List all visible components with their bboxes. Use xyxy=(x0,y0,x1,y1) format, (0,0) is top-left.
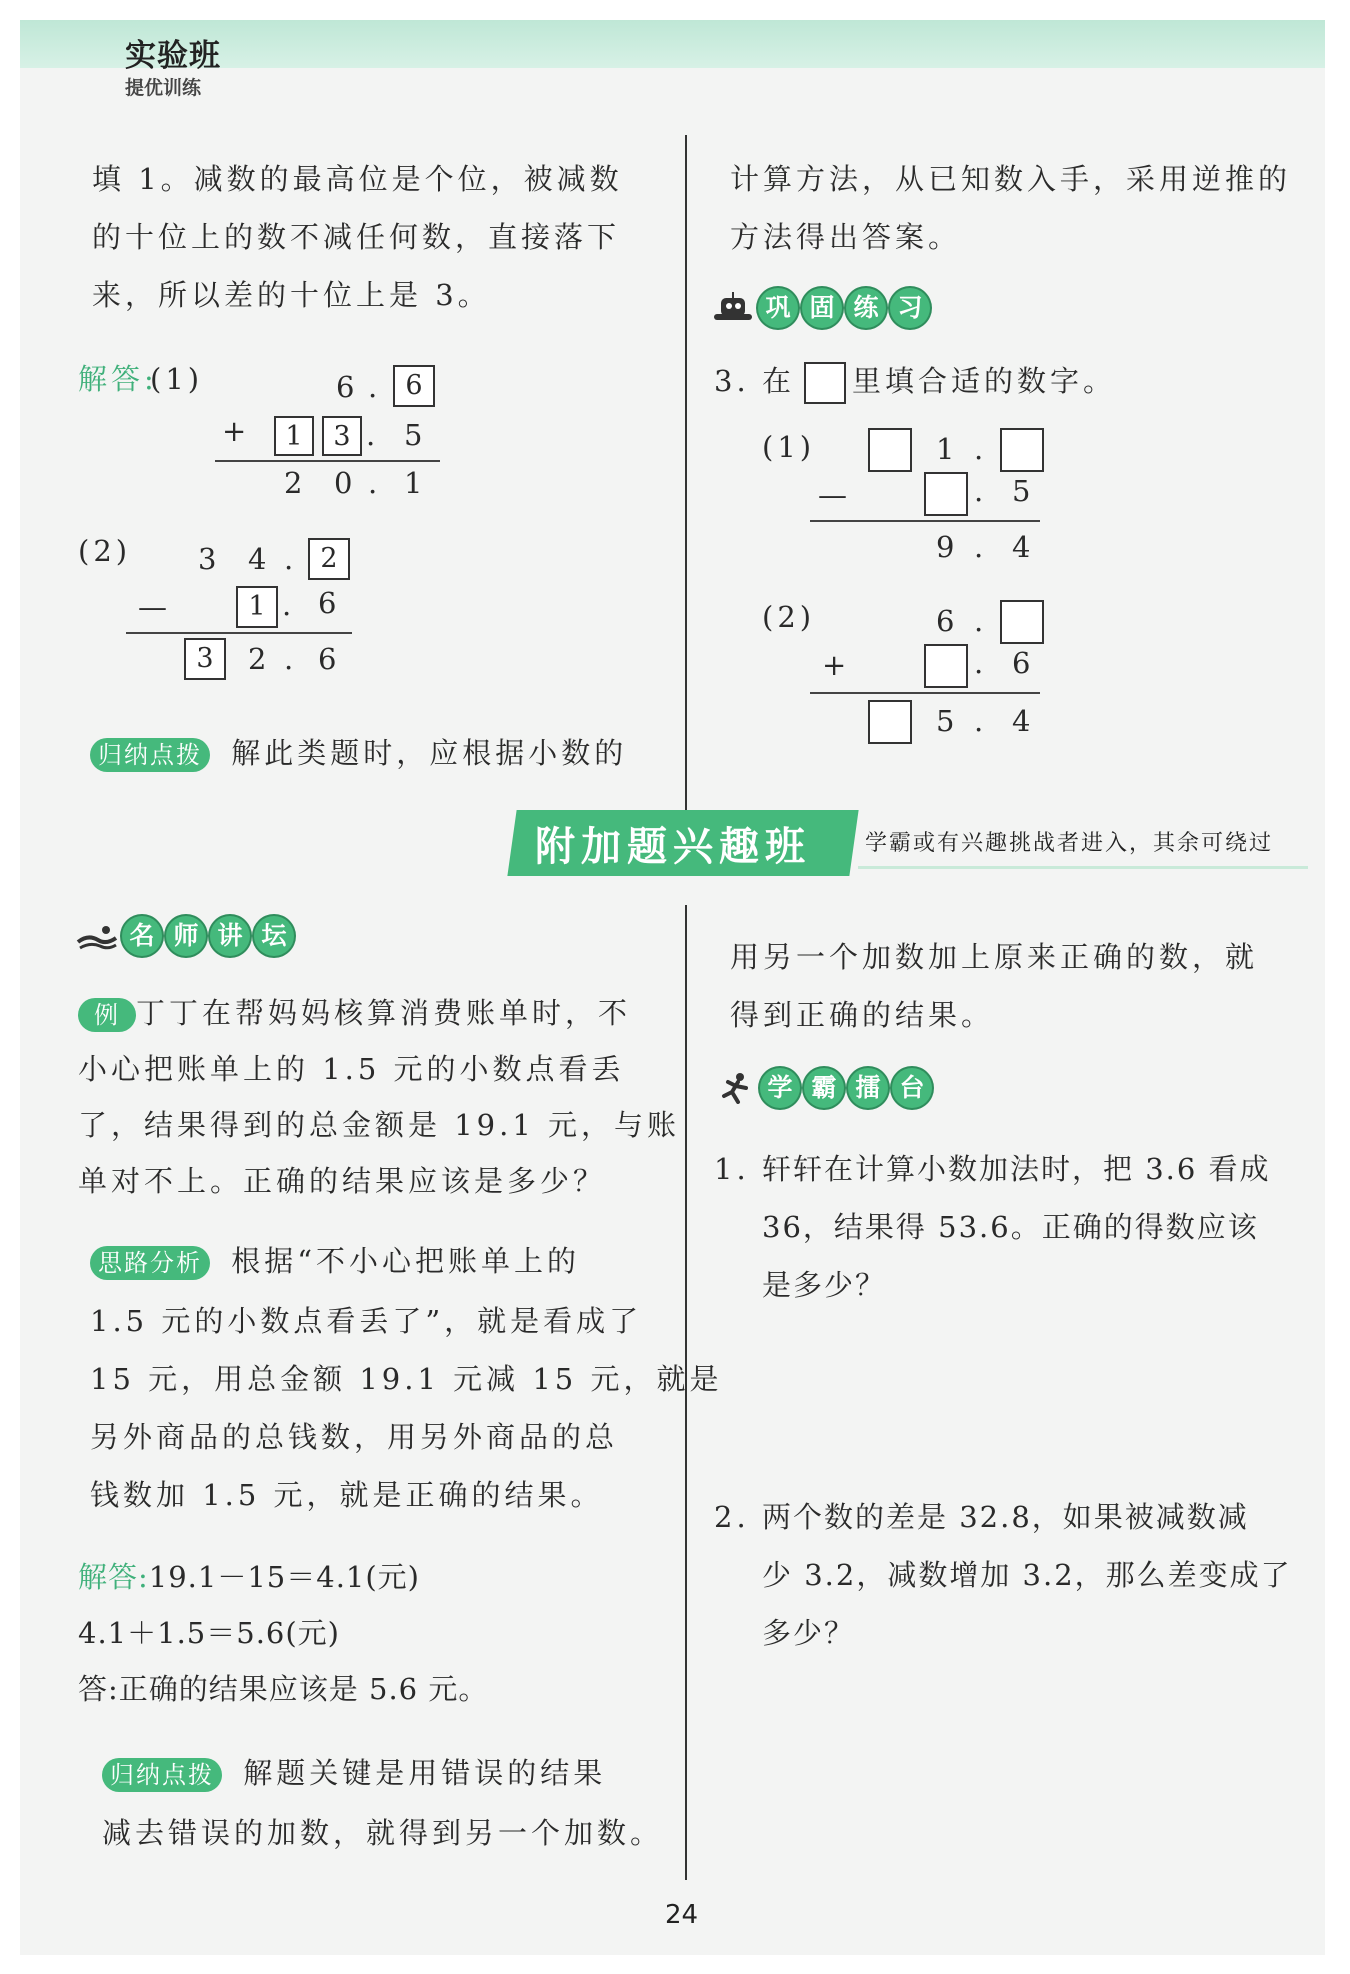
bonus-band-note: 学霸或有兴趣挑战者进入，其余可绕过 xyxy=(865,831,1274,856)
analysis-line-1 xyxy=(90,1232,580,1290)
minus-sign: — xyxy=(818,478,847,512)
example-line-2: 小心把账单上的 1.5 元的小数点看丢 xyxy=(78,1052,625,1086)
decimal-point: . xyxy=(282,588,292,622)
digit: 6 xyxy=(336,370,355,404)
digit: 6 xyxy=(936,604,955,638)
difference-line xyxy=(810,520,1040,522)
explanation-line-2: 的十位上的数不减任何数，直接落下 xyxy=(92,220,621,254)
robot-icon xyxy=(712,292,754,324)
answer-box xyxy=(1000,600,1044,644)
title-char: 坛 xyxy=(254,916,294,956)
digit: 0 xyxy=(334,466,353,500)
title-char: 习 xyxy=(890,288,930,328)
digit: 6 xyxy=(1012,646,1031,680)
summary-text: 解题关键是用错误的结果 xyxy=(243,1756,607,1790)
digit: 4 xyxy=(1012,704,1031,738)
answer-box: 3 xyxy=(184,638,226,680)
title-char: 巩 xyxy=(758,288,798,328)
decimal-point: . xyxy=(366,418,376,452)
title-char: 学 xyxy=(760,1068,800,1108)
problem-1-label: (1) xyxy=(762,430,816,464)
digit: 9 xyxy=(936,530,955,564)
sample-box xyxy=(804,362,846,404)
solution-line-2: 4.1＋1.5＝5.6(元) xyxy=(78,1616,340,1650)
problem-2-label: (2) xyxy=(762,600,816,634)
page-number: 24 xyxy=(665,1900,699,1930)
question-1-number: 1. xyxy=(714,1152,750,1186)
digit: 2 xyxy=(248,642,267,676)
answer-box xyxy=(868,700,912,744)
analysis-line-2: 1.5 元的小数点看丢了”，就是看成了 xyxy=(90,1304,643,1338)
decimal-point: . xyxy=(974,432,984,466)
continued-line-2: 方法得出答案。 xyxy=(730,220,962,254)
answer-label: 解答: xyxy=(78,362,158,396)
sum-line xyxy=(215,460,440,462)
question-2-line-3: 多少？ xyxy=(762,1616,856,1650)
analysis-line-4: 另外商品的总钱数，用另外商品的总 xyxy=(90,1420,619,1454)
analysis-tag: 思路分析 xyxy=(90,1246,210,1280)
digit: 5 xyxy=(936,704,955,738)
digit: 1 xyxy=(936,432,955,466)
tip-text: 解此类题时，应根据小数的 xyxy=(231,736,628,770)
analysis-line-5: 钱数加 1.5 元，就是正确的结果。 xyxy=(90,1478,604,1512)
decimal-point: . xyxy=(974,604,984,638)
digit: 4 xyxy=(248,542,267,576)
answer-label: 解答: xyxy=(78,1560,149,1594)
title-char: 擂 xyxy=(848,1068,888,1108)
title-char: 固 xyxy=(802,288,842,328)
title-char: 名 xyxy=(122,916,162,956)
decimal-point: . xyxy=(974,704,984,738)
decimal-point: . xyxy=(974,646,984,680)
answer-box xyxy=(924,472,968,516)
answer-box xyxy=(868,428,912,472)
answer-box xyxy=(924,644,968,688)
explanation-line-3: 来，所以差的十位上是 3。 xyxy=(92,278,491,312)
decimal-point: . xyxy=(368,466,378,500)
answer-box: 3 xyxy=(322,416,362,456)
digit: 6 xyxy=(318,586,337,620)
digit: 5 xyxy=(1012,474,1031,508)
title-char: 讲 xyxy=(210,916,250,956)
column-divider-top xyxy=(685,135,687,815)
question-2-line-2: 少 3.2，减数增加 3.2，那么差变成了 xyxy=(762,1558,1292,1592)
digit: 2 xyxy=(284,466,303,500)
section-title-challenge xyxy=(714,1068,932,1108)
question-2-line-1: 两个数的差是 32.8，如果被减数减 xyxy=(762,1500,1249,1534)
plus-sign: + xyxy=(222,414,247,448)
title-char: 师 xyxy=(166,916,206,956)
title-char: 练 xyxy=(846,288,886,328)
plus-sign: + xyxy=(822,648,847,682)
analysis-text: 根据“不小心把账单上的 xyxy=(231,1244,581,1278)
example-text: 丁丁在帮妈妈核算消费账单时，不 xyxy=(136,996,632,1030)
answer-box xyxy=(1000,428,1044,472)
question-3-after: 里填合适的数字。 xyxy=(852,364,1117,398)
digit: 4 xyxy=(1012,530,1031,564)
brand-subtitle: 提优训练 xyxy=(125,77,202,99)
bonus-band-title: 附加题兴趣班 xyxy=(535,824,811,870)
summary-line-2: 减去错误的加数，就得到另一个加数。 xyxy=(102,1816,664,1850)
question-1-line-1: 轩轩在计算小数加法时，把 3.6 看成 xyxy=(762,1152,1271,1186)
tip-tag: 归纳点拨 xyxy=(90,738,210,772)
question-2-number: 2. xyxy=(714,1500,750,1534)
answer-box: 2 xyxy=(308,538,350,580)
band-underline xyxy=(858,866,1308,869)
decimal-point: . xyxy=(284,642,294,676)
decimal-point: . xyxy=(974,474,984,508)
example-line-3: 了，结果得到的总金额是 19.1 元，与账 xyxy=(78,1108,681,1142)
section-title-consolidation xyxy=(712,288,930,328)
example-line-1 xyxy=(78,984,631,1042)
solution-line-1 xyxy=(78,1548,420,1606)
answer-box: 1 xyxy=(274,416,314,456)
digit: 5 xyxy=(404,418,423,452)
explanation-line-1: 填 1。减数的最高位是个位，被减数 xyxy=(92,162,623,196)
section-title-teacher xyxy=(76,916,294,956)
sum-line xyxy=(810,692,1040,694)
brand-logo xyxy=(125,30,221,100)
title-char: 台 xyxy=(892,1068,932,1108)
digit: 1 xyxy=(404,466,423,500)
solution-text: 19.1－15＝4.1(元) xyxy=(148,1560,421,1594)
summary-tag: 归纳点拨 xyxy=(102,1758,222,1792)
digit: 3 xyxy=(198,542,217,576)
tip-row xyxy=(90,724,627,782)
difference-line xyxy=(126,632,352,634)
decimal-point: . xyxy=(284,542,294,576)
solution-line-3: 答:正确的结果应该是 5.6 元。 xyxy=(78,1672,489,1706)
digit: 6 xyxy=(318,642,337,676)
title-char: 霸 xyxy=(804,1068,844,1108)
continued-line-1: 用另一个加数加上原来正确的数，就 xyxy=(730,940,1259,974)
question-1-line-2: 36，结果得 53.6。正确的得数应该 xyxy=(762,1210,1259,1244)
question-3-before: 在 xyxy=(762,364,796,398)
question-1-line-3: 是多少？ xyxy=(762,1268,887,1302)
problem-1-label: (1) xyxy=(150,362,204,396)
question-3-number: 3. xyxy=(714,364,750,398)
analysis-line-3: 15 元，用总金额 19.1 元减 15 元，就是 xyxy=(90,1362,723,1396)
decimal-point: . xyxy=(974,530,984,564)
runner-icon xyxy=(714,1072,756,1104)
minus-sign: — xyxy=(138,590,167,624)
continued-line-1: 计算方法，从已知数入手，采用逆推的 xyxy=(730,162,1292,196)
summary-line-1 xyxy=(102,1744,606,1802)
example-tag: 例 xyxy=(78,998,136,1032)
swimmer-icon xyxy=(76,920,118,952)
continued-line-2: 得到正确的结果。 xyxy=(730,998,995,1032)
decimal-point: . xyxy=(368,370,378,404)
answer-box: 6 xyxy=(393,365,435,407)
answer-box: 1 xyxy=(236,586,278,628)
brand-title: 实验班 xyxy=(125,38,221,74)
example-line-4: 单对不上。正确的结果应该是多少？ xyxy=(78,1164,607,1198)
problem-2-label: (2) xyxy=(78,534,132,568)
